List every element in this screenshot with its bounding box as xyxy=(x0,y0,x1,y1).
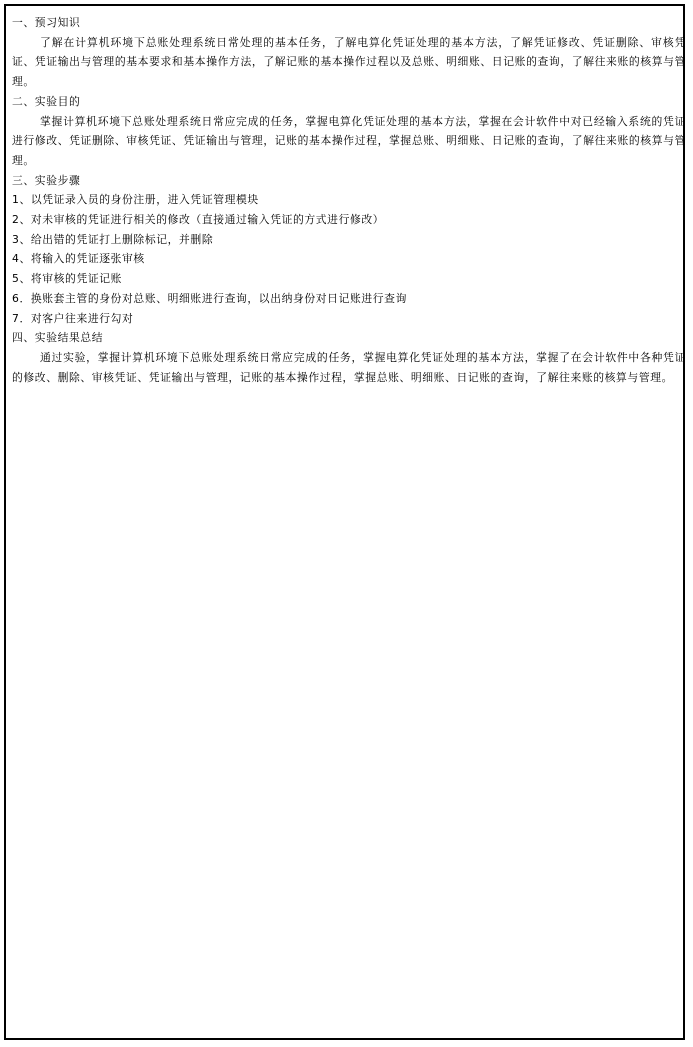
objective-body: 掌握计算机环境下总账处理系统日常应完成的任务，掌握电算化凭证处理的基本方法，掌握在会计软件中对已经输入系统的凭证进行修改、凭证删除、审核凭证、凭证输出与管理，记账的基本操作过程，掌握总账、明细账、日记账的查询，了解往来账的核算与管理。 xyxy=(12,114,686,167)
step-item-5: 5、将审核的凭证记账 xyxy=(12,272,123,286)
summary-body: 通过实验，掌握计算机环境下总账处理系统日常应完成的任务，掌握电算化凭证处理的基本方法，掌握了在会计软件中各种凭证的修改、删除、审核凭证、凭证输出与管理，记账的基本操作过程，掌握总账、明细账、日记账的查询，了解往来账的核算与管理。 xyxy=(12,350,686,384)
step-item-7: 7．对客户往来进行勾对 xyxy=(12,311,134,325)
summary-heading: 四、实验结果总结 xyxy=(12,331,104,345)
report-frame xyxy=(4,4,685,1040)
preview-body: 了解在计算机环境下总账处理系统日常处理的基本任务，了解电算化凭证处理的基本方法，了解凭证修改、凭证删除、审核凭证、凭证输出与管理的基本要求和基本操作方法，了解记账的基本操作过程以及总账、明细账、日记账的查询，了解往来账的核算与管理。 xyxy=(12,35,686,89)
step-item-4: 4、将输入的凭证逐张审核 xyxy=(12,252,145,266)
step-item-1: 1、以凭证录入员的身份注册，进入凭证管理模块 xyxy=(12,193,259,207)
step-item-6: 6．换账套主管的身份对总账、明细账进行查询，以出纳身份对日记账进行查询 xyxy=(12,291,407,305)
objective-heading: 二、实验目的 xyxy=(12,94,81,108)
report-content xyxy=(12,13,686,387)
step-item-3: 3、给出错的凭证打上删除标记，并删除 xyxy=(12,232,214,246)
preview-heading: 一、预习知识 xyxy=(12,16,81,29)
step-item-2: 2、对未审核的凭证进行相关的修改（直接通过输入凭证的方式进行修改） xyxy=(12,213,385,227)
steps-heading: 三、实验步骤 xyxy=(12,173,81,187)
